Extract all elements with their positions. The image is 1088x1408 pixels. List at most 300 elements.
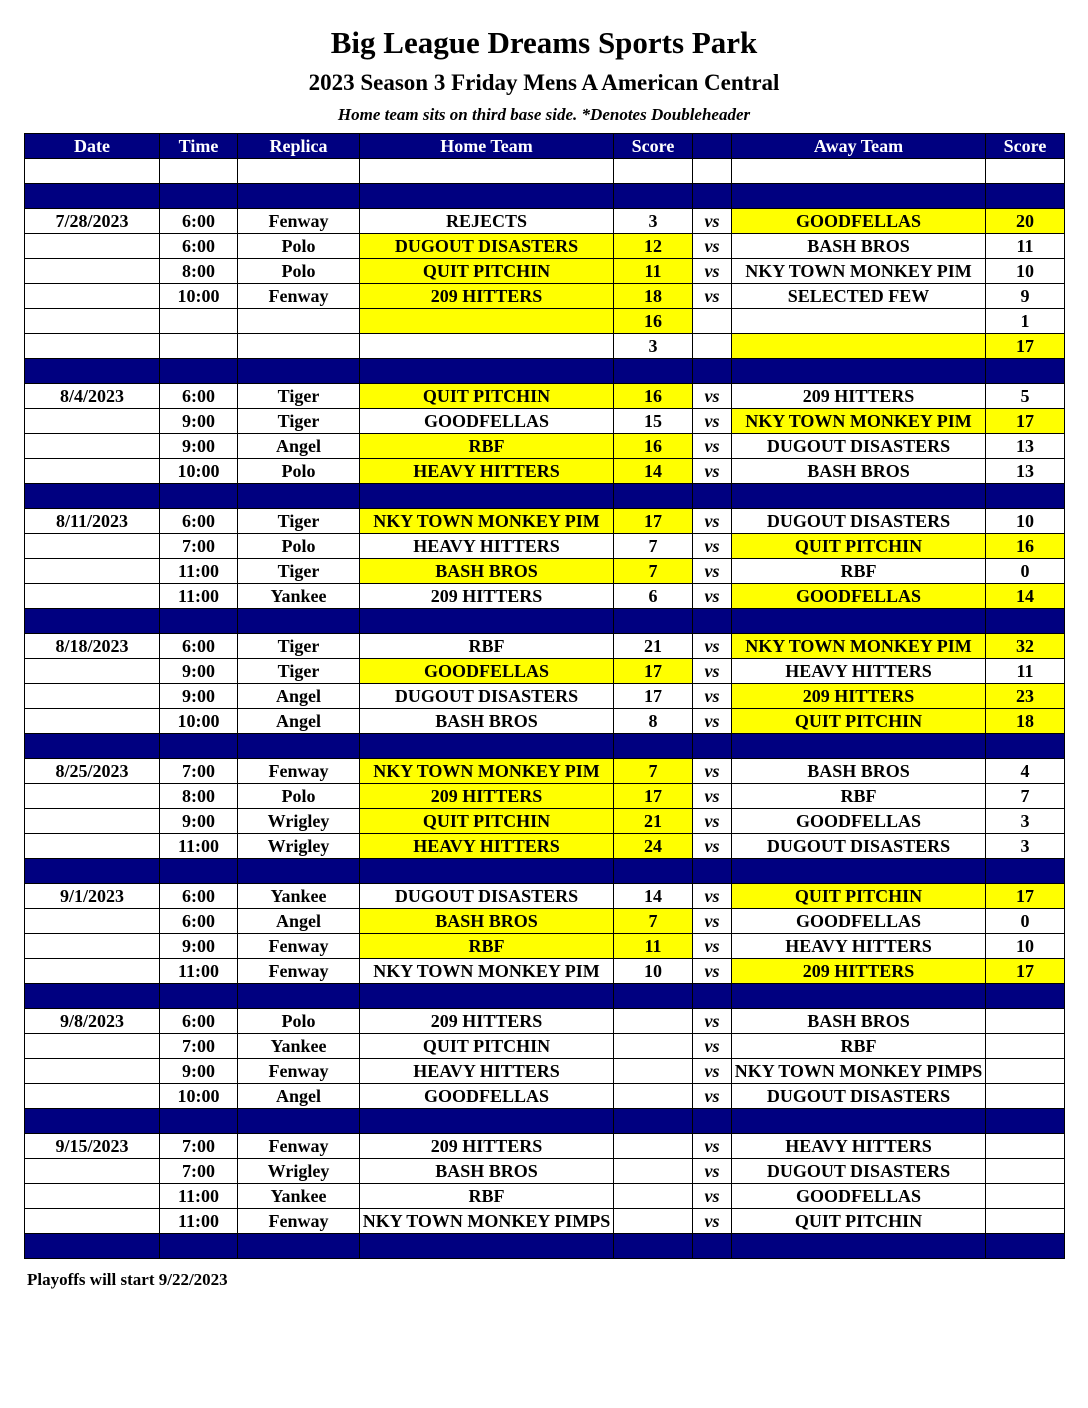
home-team-cell: QUIT PITCHIN	[360, 384, 614, 409]
away-team-cell: 209 HITTERS	[732, 959, 986, 984]
home-team-cell: HEAVY HITTERS	[360, 834, 614, 859]
replica-cell: Fenway	[238, 959, 360, 984]
away-team-cell	[732, 1109, 986, 1134]
away-team-cell	[732, 184, 986, 209]
away-score-cell: 23	[986, 684, 1065, 709]
date-cell: 9/15/2023	[25, 1134, 160, 1159]
game-row	[25, 684, 1065, 709]
home-score-cell: 6	[614, 584, 693, 609]
home-score-cell	[614, 359, 693, 384]
date-cell	[25, 359, 160, 384]
replica-cell: Yankee	[238, 584, 360, 609]
home-score-cell: 11	[614, 259, 693, 284]
replica-cell: Yankee	[238, 1034, 360, 1059]
away-team-cell: 209 HITTERS	[732, 684, 986, 709]
col-time-header: Time	[160, 134, 238, 159]
col-date-header: Date	[25, 134, 160, 159]
page-subtitle: 2023 Season 3 Friday Mens A American Central	[308, 70, 780, 95]
date-cell	[25, 734, 160, 759]
game-row	[25, 584, 1065, 609]
vs-cell: vs	[693, 209, 732, 234]
time-cell: 9:00	[160, 659, 238, 684]
date-cell	[25, 309, 160, 334]
vs-cell: vs	[693, 284, 732, 309]
game-row	[25, 1009, 1065, 1034]
vs-cell: vs	[693, 1159, 732, 1184]
vs-cell: vs	[693, 1084, 732, 1109]
date-cell	[25, 1084, 160, 1109]
vs-cell: vs	[693, 534, 732, 559]
date-cell	[25, 809, 160, 834]
replica-cell: Angel	[238, 709, 360, 734]
replica-cell: Polo	[238, 784, 360, 809]
col-away-score-header: Score	[986, 134, 1065, 159]
vs-cell: vs	[693, 659, 732, 684]
replica-cell	[238, 609, 360, 634]
time-cell: 6:00	[160, 234, 238, 259]
game-row	[25, 209, 1065, 234]
time-cell	[160, 484, 238, 509]
away-team-cell: BASH BROS	[732, 1009, 986, 1034]
date-cell: 9/8/2023	[25, 1009, 160, 1034]
vs-cell	[693, 184, 732, 209]
home-team-cell	[360, 359, 614, 384]
replica-cell: Fenway	[238, 759, 360, 784]
away-score-cell: 10	[986, 259, 1065, 284]
game-row	[25, 834, 1065, 859]
date-cell	[25, 1059, 160, 1084]
away-score-cell	[986, 184, 1065, 209]
game-row	[25, 1209, 1065, 1234]
home-team-cell: 209 HITTERS	[360, 284, 614, 309]
replica-cell: Fenway	[238, 1059, 360, 1084]
date-cell	[25, 784, 160, 809]
time-cell: 9:00	[160, 409, 238, 434]
home-score-cell	[614, 1134, 693, 1159]
replica-cell	[238, 734, 360, 759]
date-cell	[25, 1159, 160, 1184]
away-score-cell	[986, 1034, 1065, 1059]
game-row	[25, 1184, 1065, 1209]
home-score-cell	[614, 1109, 693, 1134]
vs-cell: vs	[693, 709, 732, 734]
replica-cell: Fenway	[238, 934, 360, 959]
away-score-cell: 3	[986, 809, 1065, 834]
replica-cell	[238, 1234, 360, 1259]
away-team-cell	[732, 359, 986, 384]
date-cell	[25, 859, 160, 884]
week-separator-row	[25, 484, 1065, 509]
game-row	[25, 659, 1065, 684]
page-title: Big League Dreams Sports Park	[330, 25, 758, 60]
vs-cell: vs	[693, 934, 732, 959]
replica-cell: Tiger	[238, 509, 360, 534]
home-score-cell	[614, 734, 693, 759]
home-score-cell	[614, 484, 693, 509]
replica-cell: Tiger	[238, 659, 360, 684]
away-score-cell: 9	[986, 284, 1065, 309]
date-cell	[25, 684, 160, 709]
home-team-cell: DUGOUT DISASTERS	[360, 234, 614, 259]
home-score-cell: 24	[614, 834, 693, 859]
vs-cell: vs	[693, 509, 732, 534]
away-score-cell	[986, 984, 1065, 1009]
away-team-cell: DUGOUT DISASTERS	[732, 834, 986, 859]
vs-cell: vs	[693, 559, 732, 584]
away-team-cell: DUGOUT DISASTERS	[732, 1159, 986, 1184]
col-home-team-header: Home Team	[360, 134, 614, 159]
vs-cell: vs	[693, 834, 732, 859]
time-cell	[160, 1234, 238, 1259]
vs-cell	[693, 984, 732, 1009]
time-cell: 6:00	[160, 1009, 238, 1034]
away-team-cell	[732, 159, 986, 184]
col-home-score-header: Score	[614, 134, 693, 159]
away-score-cell: 13	[986, 459, 1065, 484]
away-score-cell	[986, 359, 1065, 384]
home-team-cell: QUIT PITCHIN	[360, 1034, 614, 1059]
home-team-cell: GOODFELLAS	[360, 1084, 614, 1109]
away-score-cell: 7	[986, 784, 1065, 809]
away-score-cell	[986, 1084, 1065, 1109]
col-away-team-header: Away Team	[732, 134, 986, 159]
game-row	[25, 534, 1065, 559]
time-cell: 7:00	[160, 1159, 238, 1184]
game-row	[25, 959, 1065, 984]
game-row	[25, 809, 1065, 834]
away-team-cell: BASH BROS	[732, 459, 986, 484]
date-cell	[25, 534, 160, 559]
replica-cell: Polo	[238, 459, 360, 484]
time-cell: 10:00	[160, 284, 238, 309]
replica-cell	[238, 184, 360, 209]
home-team-cell: BASH BROS	[360, 909, 614, 934]
home-score-cell: 14	[614, 884, 693, 909]
time-cell: 11:00	[160, 559, 238, 584]
home-team-cell: NKY TOWN MONKEY PIMPS	[360, 1209, 614, 1234]
date-cell: 8/11/2023	[25, 509, 160, 534]
away-score-cell: 1	[986, 309, 1065, 334]
replica-cell	[238, 334, 360, 359]
vs-cell: vs	[693, 1059, 732, 1084]
game-row	[25, 1059, 1065, 1084]
time-cell: 9:00	[160, 934, 238, 959]
away-score-cell	[986, 1059, 1065, 1084]
date-cell	[25, 184, 160, 209]
replica-cell: Yankee	[238, 884, 360, 909]
game-row	[25, 234, 1065, 259]
vs-cell: vs	[693, 434, 732, 459]
away-score-cell: 3	[986, 834, 1065, 859]
date-cell: 8/25/2023	[25, 759, 160, 784]
time-cell: 9:00	[160, 434, 238, 459]
home-score-cell	[614, 859, 693, 884]
time-cell	[160, 859, 238, 884]
home-score-cell: 12	[614, 234, 693, 259]
home-score-cell	[614, 1209, 693, 1234]
home-team-cell: 209 HITTERS	[360, 1134, 614, 1159]
date-cell	[25, 934, 160, 959]
time-cell: 6:00	[160, 384, 238, 409]
away-score-cell: 20	[986, 209, 1065, 234]
away-score-cell: 17	[986, 334, 1065, 359]
home-score-cell	[614, 984, 693, 1009]
game-row	[25, 884, 1065, 909]
week-separator-row	[25, 1109, 1065, 1134]
away-score-cell: 17	[986, 409, 1065, 434]
away-score-cell	[986, 1184, 1065, 1209]
away-score-cell: 17	[986, 884, 1065, 909]
away-team-cell: RBF	[732, 1034, 986, 1059]
replica-cell: Angel	[238, 434, 360, 459]
away-team-cell: QUIT PITCHIN	[732, 884, 986, 909]
time-cell: 11:00	[160, 584, 238, 609]
col-vs-header	[693, 134, 732, 159]
game-row	[25, 259, 1065, 284]
replica-cell: Angel	[238, 684, 360, 709]
home-score-cell: 10	[614, 959, 693, 984]
away-score-cell	[986, 1159, 1065, 1184]
game-row	[25, 709, 1065, 734]
home-team-cell	[360, 184, 614, 209]
time-cell	[160, 609, 238, 634]
week-separator-row	[25, 359, 1065, 384]
away-score-cell: 32	[986, 634, 1065, 659]
away-score-cell: 11	[986, 234, 1065, 259]
vs-cell: vs	[693, 959, 732, 984]
away-score-cell	[986, 159, 1065, 184]
header-row	[25, 134, 1065, 159]
week-separator-row	[25, 734, 1065, 759]
home-score-cell: 16	[614, 434, 693, 459]
date-cell	[25, 159, 160, 184]
away-team-cell: NKY TOWN MONKEY PIM	[732, 259, 986, 284]
away-score-cell: 16	[986, 534, 1065, 559]
col-replica-header: Replica	[238, 134, 360, 159]
week-separator-row	[25, 1234, 1065, 1259]
home-team-cell: DUGOUT DISASTERS	[360, 884, 614, 909]
home-team-cell: BASH BROS	[360, 1159, 614, 1184]
time-cell	[160, 1109, 238, 1134]
home-score-cell	[614, 609, 693, 634]
replica-cell	[238, 484, 360, 509]
home-score-cell: 17	[614, 509, 693, 534]
week-separator-row	[25, 859, 1065, 884]
home-score-cell: 16	[614, 384, 693, 409]
game-row	[25, 634, 1065, 659]
home-score-cell	[614, 184, 693, 209]
time-cell: 10:00	[160, 709, 238, 734]
away-team-cell: BASH BROS	[732, 234, 986, 259]
home-team-cell: RBF	[360, 434, 614, 459]
away-team-cell	[732, 734, 986, 759]
away-score-cell	[986, 1234, 1065, 1259]
away-team-cell: HEAVY HITTERS	[732, 659, 986, 684]
away-team-cell: NKY TOWN MONKEY PIM	[732, 634, 986, 659]
vs-cell: vs	[693, 384, 732, 409]
game-row	[25, 1084, 1065, 1109]
date-cell	[25, 484, 160, 509]
away-score-cell	[986, 609, 1065, 634]
away-score-cell: 4	[986, 759, 1065, 784]
home-team-cell: BASH BROS	[360, 709, 614, 734]
vs-cell: vs	[693, 584, 732, 609]
away-team-cell: GOODFELLAS	[732, 209, 986, 234]
vs-cell: vs	[693, 634, 732, 659]
time-cell: 6:00	[160, 634, 238, 659]
replica-cell: Tiger	[238, 384, 360, 409]
date-cell	[25, 559, 160, 584]
game-row	[25, 459, 1065, 484]
home-score-cell: 3	[614, 334, 693, 359]
home-team-cell: NKY TOWN MONKEY PIM	[360, 959, 614, 984]
week-separator-row	[25, 184, 1065, 209]
home-score-cell: 8	[614, 709, 693, 734]
home-score-cell: 17	[614, 659, 693, 684]
replica-cell: Wrigley	[238, 1159, 360, 1184]
away-team-cell: QUIT PITCHIN	[732, 709, 986, 734]
date-cell	[25, 334, 160, 359]
time-cell	[160, 984, 238, 1009]
date-cell	[25, 234, 160, 259]
replica-cell: Wrigley	[238, 809, 360, 834]
home-score-cell: 18	[614, 284, 693, 309]
vs-cell	[693, 734, 732, 759]
home-team-cell: RBF	[360, 634, 614, 659]
home-score-cell	[614, 1059, 693, 1084]
away-score-cell	[986, 1109, 1065, 1134]
home-score-cell: 3	[614, 209, 693, 234]
away-team-cell: QUIT PITCHIN	[732, 1209, 986, 1234]
away-score-cell: 0	[986, 909, 1065, 934]
home-team-cell: NKY TOWN MONKEY PIM	[360, 759, 614, 784]
vs-cell: vs	[693, 784, 732, 809]
vs-cell	[693, 609, 732, 634]
time-cell: 7:00	[160, 1134, 238, 1159]
away-team-cell: RBF	[732, 559, 986, 584]
date-cell	[25, 1234, 160, 1259]
away-score-cell: 0	[986, 559, 1065, 584]
replica-cell: Tiger	[238, 409, 360, 434]
away-score-cell: 14	[986, 584, 1065, 609]
away-team-cell: RBF	[732, 784, 986, 809]
away-score-cell	[986, 734, 1065, 759]
time-cell: 7:00	[160, 759, 238, 784]
time-cell: 8:00	[160, 259, 238, 284]
week-separator-row	[25, 609, 1065, 634]
home-team-cell: RBF	[360, 1184, 614, 1209]
home-team-cell	[360, 1109, 614, 1134]
away-team-cell	[732, 309, 986, 334]
replica-cell: Fenway	[238, 1134, 360, 1159]
game-row	[25, 784, 1065, 809]
home-team-cell	[360, 159, 614, 184]
game-row	[25, 434, 1065, 459]
replica-cell: Polo	[238, 1009, 360, 1034]
game-row	[25, 309, 1065, 334]
time-cell	[160, 334, 238, 359]
vs-cell: vs	[693, 234, 732, 259]
replica-cell: Fenway	[238, 284, 360, 309]
date-cell	[25, 1034, 160, 1059]
home-team-cell	[360, 859, 614, 884]
time-cell: 10:00	[160, 1084, 238, 1109]
time-cell: 9:00	[160, 1059, 238, 1084]
away-team-cell: HEAVY HITTERS	[732, 1134, 986, 1159]
away-score-cell: 5	[986, 384, 1065, 409]
away-team-cell	[732, 984, 986, 1009]
date-cell	[25, 959, 160, 984]
time-cell	[160, 734, 238, 759]
replica-cell: Polo	[238, 534, 360, 559]
away-score-cell	[986, 484, 1065, 509]
replica-cell	[238, 859, 360, 884]
game-row	[25, 509, 1065, 534]
away-team-cell: DUGOUT DISASTERS	[732, 434, 986, 459]
home-score-cell	[614, 1009, 693, 1034]
vs-cell: vs	[693, 1009, 732, 1034]
away-team-cell: SELECTED FEW	[732, 284, 986, 309]
time-cell: 9:00	[160, 684, 238, 709]
home-team-cell	[360, 734, 614, 759]
time-cell: 10:00	[160, 459, 238, 484]
vs-cell	[693, 1234, 732, 1259]
away-team-cell: GOODFELLAS	[732, 584, 986, 609]
time-cell: 6:00	[160, 884, 238, 909]
home-score-cell	[614, 159, 693, 184]
vs-cell	[693, 1109, 732, 1134]
vs-cell: vs	[693, 1034, 732, 1059]
away-score-cell: 18	[986, 709, 1065, 734]
home-team-cell: 209 HITTERS	[360, 784, 614, 809]
date-cell	[25, 909, 160, 934]
vs-cell	[693, 309, 732, 334]
away-team-cell: GOODFELLAS	[732, 1184, 986, 1209]
date-cell	[25, 584, 160, 609]
time-cell: 6:00	[160, 509, 238, 534]
away-team-cell: 209 HITTERS	[732, 384, 986, 409]
home-score-cell: 21	[614, 809, 693, 834]
date-cell: 9/1/2023	[25, 884, 160, 909]
home-team-cell: 209 HITTERS	[360, 584, 614, 609]
game-row	[25, 409, 1065, 434]
home-score-cell: 17	[614, 784, 693, 809]
replica-cell: Tiger	[238, 634, 360, 659]
time-cell: 6:00	[160, 909, 238, 934]
date-cell: 7/28/2023	[25, 209, 160, 234]
away-team-cell	[732, 609, 986, 634]
away-team-cell: DUGOUT DISASTERS	[732, 1084, 986, 1109]
home-team-cell	[360, 309, 614, 334]
home-team-cell: REJECTS	[360, 209, 614, 234]
home-team-cell: GOODFELLAS	[360, 659, 614, 684]
time-cell: 11:00	[160, 834, 238, 859]
time-cell	[160, 359, 238, 384]
game-row	[25, 934, 1065, 959]
date-cell	[25, 609, 160, 634]
time-cell: 11:00	[160, 959, 238, 984]
vs-cell: vs	[693, 409, 732, 434]
away-score-cell	[986, 1209, 1065, 1234]
game-row	[25, 559, 1065, 584]
schedule-body	[25, 159, 1065, 1259]
home-score-cell: 7	[614, 909, 693, 934]
home-score-cell: 15	[614, 409, 693, 434]
vs-cell	[693, 484, 732, 509]
home-score-cell: 16	[614, 309, 693, 334]
date-cell	[25, 984, 160, 1009]
home-team-cell	[360, 609, 614, 634]
